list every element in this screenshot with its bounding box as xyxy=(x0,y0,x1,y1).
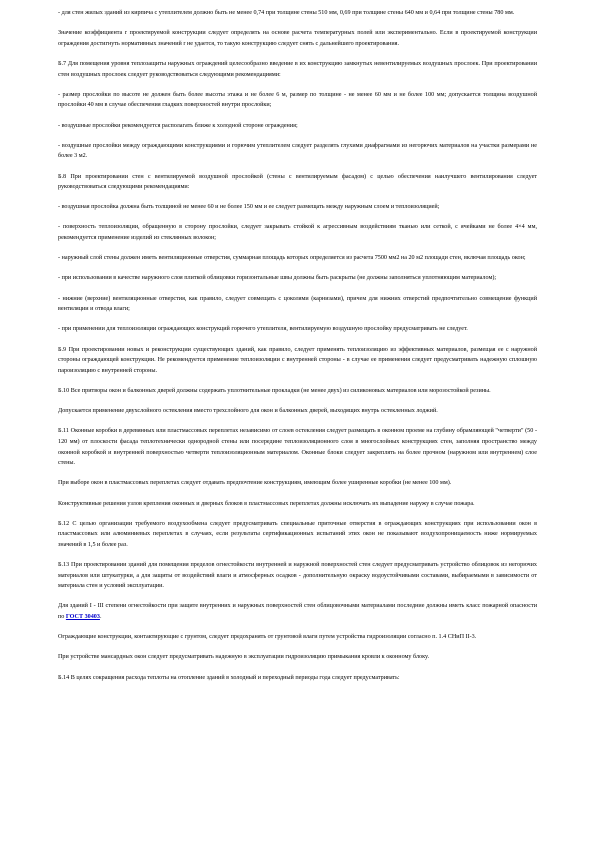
paragraph-5 xyxy=(58,121,537,132)
paragraph-16 xyxy=(58,406,537,417)
paragraph-25 xyxy=(58,673,537,684)
paragraph-15-text: Б.10 Все притворы окон и балконных дверей должны содержать уплотнительные прокладки (не менее двух) из силиконовых материалов или морозостойкой резины. xyxy=(58,387,491,394)
paragraph-8-text: - воздушная прослойка должна быть толщиной не менее 60 и не более 150 мм и ее следует размещать между наружным слоем и теплоизоляцией; xyxy=(58,204,440,211)
paragraph-14 xyxy=(58,345,537,377)
paragraph-16-text: Допускается применение двухслойного остекления вместо трехслойного для окон и балконных дверей, выходящих внутрь остекленных лоджий. xyxy=(58,408,438,415)
paragraph-23 xyxy=(58,632,537,643)
paragraph-13-text: - при применении для теплоизоляции ограждающих конструкций горючего утеплителя, вентилируемую воздушную прослойку предусматривать не следует. xyxy=(58,326,468,333)
paragraph-20-text: Б.12 С целью организации требуемого воздухообмена следует предусматривать специальные приточные отверстия в ограждающих конструкциях при использовании окон в пластмассовых или алюминиевых переплетах в случаях, если результаты сертификационных испытаний этих окон не показывают воздухопроницаемость ниже нормируемых значений в 1,5 и более раз. xyxy=(58,520,537,548)
paragraph-9-text: - поверхность теплоизоляции, обращенную в сторону прослойки, следует закрывать стойкой к агрессивным воздействиям тканью или сеткой, с ячейками не более 4×4 мм, рекомендуется применение изделий из стеклянных волокон; xyxy=(58,224,537,242)
paragraph-24 xyxy=(58,652,537,663)
paragraph-7-text: Б.8 При проектировании стен с вентилируемой воздушной прослойкой (стены с вентилируемым фасадом) с целью обеспечения наилучшего вентилирования следует руководствоваться следующими рекомендациями: xyxy=(58,173,537,191)
paragraph-18-text: При выборе окон в пластмассовых переплетах следует отдавать предпочтение конструкциям, имеющим более уширенные коробки (не менее 100 мм). xyxy=(58,480,452,487)
paragraph-22-tail: . xyxy=(99,614,102,621)
paragraph-17 xyxy=(58,426,537,468)
paragraph-14-text: Б.9 При проектировании новых и реконструкции существующих зданий, как правило, следует применять теплоизоляцию из эффективных материалов, размещая ее с наружной стороны ограждающей конструкции. Не рекомендуется применение теплоизоляции с внутренней стороны - в случае ее применения следует предусматривать надежную сплошную пароизоляцию с внутренней стороны. xyxy=(58,346,537,374)
paragraph-21-text: Б.13 При проектировании зданий для помещения пределов огнестойкости внутренней и наружной поверхностей стен следует предусматривать устройство облицовок из негорючих материалов или штукатурки, а для защиты от воздействий влаги и атмосферных осадков - дополнительную окраску водоустойчивыми составами, выбираемыми в зависимости от материала стен и условий эксплуатации. xyxy=(58,562,537,590)
paragraph-19 xyxy=(58,499,537,510)
paragraph-1-text: - для стен жилых зданий из кирпича с утеплителем должно быть не менее 0,74 при толщине стены 510 мм, 0,69 при толщине стены 640 мм и 0,64 при толщине стены 780 мм. xyxy=(58,10,515,16)
paragraph-24-text: При устройстве мансардных окон следует предусматривать надежную в эксплуатации гидроизоляцию примыкания кровли к оконному блоку. xyxy=(58,654,430,661)
paragraph-8 xyxy=(58,202,537,213)
paragraph-18 xyxy=(58,478,537,489)
paragraph-2-text: Значение коэффициента r проектируемой конструкции следует определять на основе расчета температурных полей или экспериментально. Если в проектируемой конструкции ограждения достигнуть нормативных значений r не удается, то такую конструкцию следует снять с дальнейшего проектирования. xyxy=(58,30,537,47)
paragraph-22 xyxy=(58,601,537,622)
paragraph-20 xyxy=(58,519,537,551)
paragraph-10-text: - наружный слой стены должен иметь вентиляционные отверстия, суммарная площадь которых определяется из расчета 7500 мм2 на 20 м2 площади стен, включая площадь окон; xyxy=(58,255,526,262)
paragraph-19-text: Конструктивные решения узлов крепления оконных и дверных блоков в пластмассовых переплетах должны исключать их выпадение наружу в случае пожара. xyxy=(58,500,475,507)
paragraph-6-text: - воздушные прослойки между ограждающими конструкциями и горючим утеплителем следует разделять глухими диафрагмами из негорючих материалов на участки размерами не более 3 м2. xyxy=(58,142,537,160)
paragraph-15 xyxy=(58,386,537,397)
paragraph-1 xyxy=(58,8,537,19)
paragraph-7 xyxy=(58,172,537,193)
paragraph-4-text: - размер прослойки по высоте не должен быть более высоты этажа и не более 6 м, размер по толщине - не менее 60 мм и не более 100 мм; допускается толщина воздушной прослойки 40 мм в случае обеспечения гладких поверхностей внутри прослойки; xyxy=(58,91,537,109)
paragraph-11-text: - при использовании в качестве наружного слоя плиткой облицовки горизонтальные швы должны быть раскрыты (не должны заполняться уплотняющим материалом); xyxy=(58,275,497,282)
paragraph-2 xyxy=(58,28,537,49)
paragraph-23-text: Ограждающие конструкции, контактирующие с грунтом, следует предохранять от грунтовой влаги путем устройства гидроизоляции согласно п. 1.4 СНиП II-3. xyxy=(58,634,477,641)
paragraph-9 xyxy=(58,222,537,243)
gost-30403-link[interactable]: ГОСТ 30403 xyxy=(65,614,100,621)
paragraph-22-text: Для зданий I - III степени огнестойкости при защите внутренних и наружных поверхностей стен облицовочными материалами последние должны иметь класс пожарной опасности по xyxy=(58,603,537,621)
paragraph-11 xyxy=(58,273,537,284)
paragraph-3-text: Б.7 Для помещения уровня теплозащиты наружных ограждений целесообразно введение в их конструкцию замкнутых невентилируемых воздушных прослоек. При проектировании стен воздушных прослоек следует руководствоваться следующими рекомендациями: xyxy=(58,60,537,78)
paragraph-21 xyxy=(58,560,537,592)
paragraph-12 xyxy=(58,294,537,315)
paragraph-4 xyxy=(58,90,537,111)
paragraph-17-text: Б.11 Оконные коробки в деревянных или пластмассовых переплетах независимо от слоев остекления следует размещать в оконном проеме на глубину обрамляющей "четверти" (50 - 120 мм) от плоскости фасада теплотехнически однородной стены или посередине теплоизоляционного слоя в многослойных конструкциях стен, заполняя пространство между оконной коробкой и внутренней поверхностью четверти теплоизоляционным материалом. Оконные блоки следует закреплять на более прочном (наружном или внутреннем) слое стены. xyxy=(58,428,537,467)
paragraph-5-text: - воздушные прослойки рекомендуется располагать ближе к холодной стороне ограждения; xyxy=(58,122,298,129)
paragraph-12-text: - нижние (верхние) вентиляционные отверстия, как правило, следует совмещать с цоколями (карнизами), причем для нижних отверстий предпочтительно совмещение функций вентиляции и отвода влаги; xyxy=(58,295,537,313)
paragraph-3 xyxy=(58,59,537,80)
paragraph-10 xyxy=(58,253,537,264)
paragraph-6 xyxy=(58,141,537,162)
paragraph-25-text: Б.14 В целях сокращения расхода теплоты на отопление зданий в холодный и переходный периоды года следует предусматривать: xyxy=(58,674,400,681)
paragraph-13 xyxy=(58,324,537,335)
